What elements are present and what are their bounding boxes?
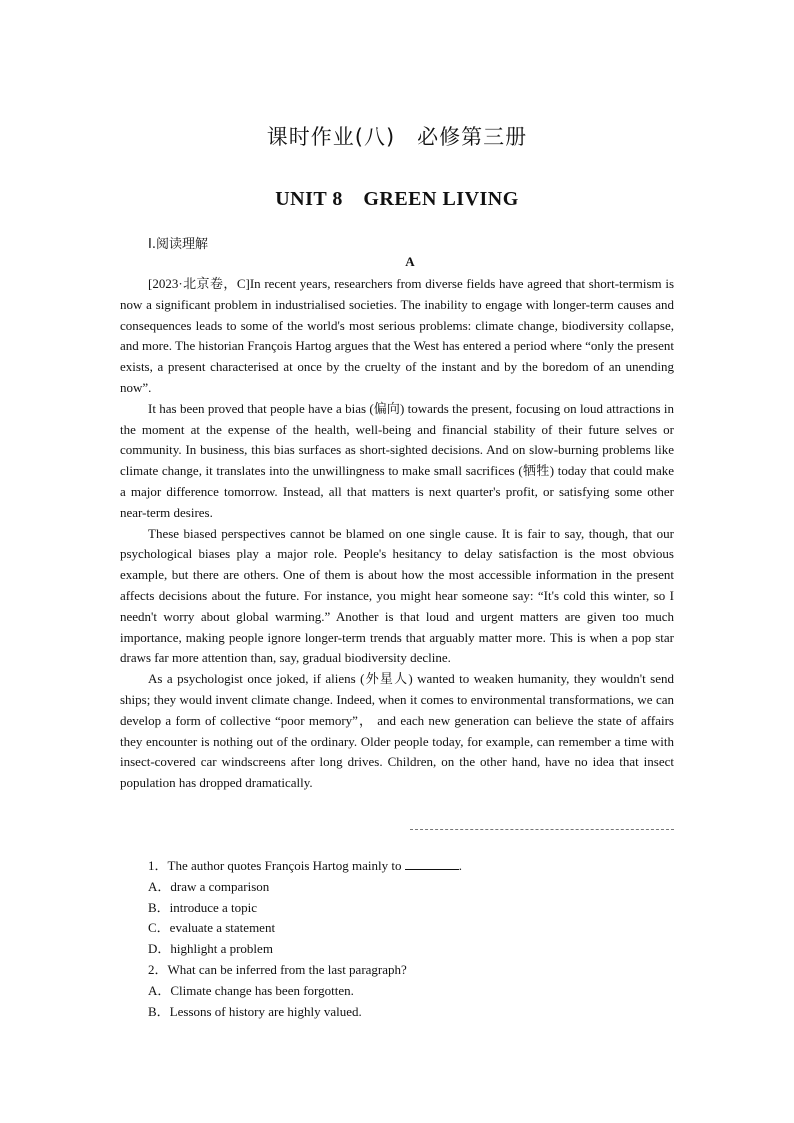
question-1-option-d[interactable]: D．highlight a problem <box>148 941 273 957</box>
passage-paragraph-2: It has been proved that people have a bias (偏向) towards the present, focusing on loud attractions in the moment at the expense of the health, well-being and financial stability of their future selves or community. In business, this bias surfaces as short-sighted decisions. And on slow-burning problems like climate change, it translates into the unwillingness to make small sacrifices (牺牲) today that could make a major difference tomorrow. Instead, all that matters is next quarter's profit, or satisfying some other near-term desires. <box>120 400 674 520</box>
question-1-option-a[interactable]: A．draw a comparison <box>148 878 270 894</box>
page-title-unit: UNIT 8 GREEN LIVING <box>275 188 519 210</box>
passage-letter: A <box>405 254 415 269</box>
passage-paragraph-4: As a psychologist once joked, if aliens (外星人) wanted to weaken humanity, they wouldn't send ships; they would invent climate change. Indeed, when it comes to environmental transformations, we can develop a form of collective “poor memory”， and each new generation can believe the state of affairs they encounter is nothing out of the ordinary. Older people today, for example, can remember a time with insect-covered car windscreens after long drives. Children, on the other hand, have no idea that insect population has dropped dramatically. <box>120 671 674 791</box>
question-2-stem: 2．What can be inferred from the last paragraph? <box>148 961 407 977</box>
passage-paragraph-1: [2023·北京卷，C]In recent years, researchers from diverse fields have agreed that short-termism is now a significant problem in industrialised societies. The inability to engage with longer-term causes and consequences leads to some of the world's most serious problems: climate change, biodiversity collapse, and more. The historian François Hartog argues that the West has entered a period where “only the present exists, a present characterised at once by the cruelty of the instant and by the boredom of an unending now”. <box>120 276 674 395</box>
page-title-chinese: 课时作业(八) 必修第三册 <box>266 125 528 149</box>
question-1-stem <box>148 856 678 877</box>
question-1-option-c[interactable]: C．evaluate a statement <box>148 920 276 936</box>
answer-blank[interactable] <box>405 857 459 870</box>
question-list <box>148 856 678 1022</box>
question-2-option-b[interactable]: B．Lessons of history are highly valued. <box>148 1003 362 1019</box>
question-2-option-a[interactable]: A．Climate change has been forgotten. <box>148 982 354 998</box>
section-heading: Ⅰ.阅读理解 <box>148 237 208 252</box>
question-1-text: 1．The author quotes François Hartog mainly to <box>148 858 402 873</box>
question-1-option-b[interactable]: B．introduce a topic <box>148 899 258 915</box>
question-1-end: . <box>458 858 462 873</box>
dashed-divider <box>410 829 674 830</box>
reading-passage <box>120 274 674 794</box>
passage-paragraph-3: These biased perspectives cannot be blamed on one single cause. It is fair to say, though, that our psychological biases play a major role. People's hesitancy to delay satisfaction is the most obvious example, but there are others. One of them is about how the most accessible information in the present affects decisions about the future. For instance, you might hear someone say: “It's cold this winter, so I needn't worry about global warming.” Another is that loud and urgent matters are given too much importance, making people ignore longer-term trends that arguably matter more. This is when a pop star draws far more attention than, say, gradual biodiversity decline. <box>120 525 674 666</box>
